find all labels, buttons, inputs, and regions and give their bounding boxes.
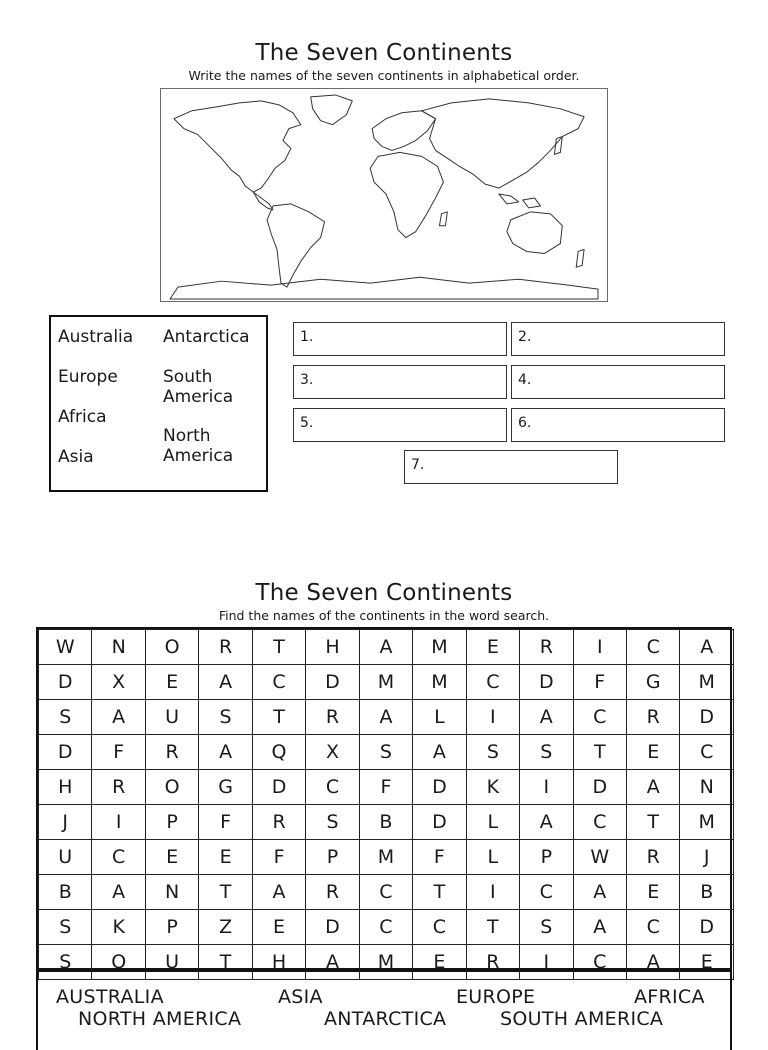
grid-cell[interactable]: C	[680, 735, 734, 770]
grid-cell[interactable]: A	[306, 945, 359, 980]
grid-cell[interactable]: R	[92, 770, 145, 805]
grid-cell[interactable]: A	[680, 630, 734, 665]
grid-cell[interactable]: N	[92, 630, 145, 665]
grid-cell[interactable]: A	[199, 735, 252, 770]
grid-cell[interactable]: L	[466, 805, 519, 840]
grid-cell[interactable]: D	[39, 735, 92, 770]
word-bank-item: North America	[163, 426, 234, 466]
grid-cell[interactable]: F	[92, 735, 145, 770]
grid-cell[interactable]: A	[413, 735, 466, 770]
grid-cell[interactable]: X	[306, 735, 359, 770]
grid-cell[interactable]: B	[39, 875, 92, 910]
word-search-table	[38, 629, 734, 980]
grid-cell[interactable]: C	[573, 805, 626, 840]
grid-cell[interactable]: C	[252, 665, 305, 700]
grid-cell[interactable]: T	[252, 700, 305, 735]
grid-cell[interactable]: E	[466, 630, 519, 665]
grid-cell[interactable]: C	[626, 630, 679, 665]
grid-cell[interactable]: R	[199, 630, 252, 665]
grid-cell[interactable]: B	[359, 805, 412, 840]
grid-cell[interactable]: O	[145, 630, 198, 665]
answer-number: 1.	[300, 329, 314, 345]
antarctica-outline	[170, 277, 598, 299]
grid-cell[interactable]: R	[466, 945, 519, 980]
grid-cell[interactable]: A	[92, 875, 145, 910]
grid-cell[interactable]: M	[359, 840, 412, 875]
grid-cell[interactable]: C	[573, 945, 626, 980]
grid-cell[interactable]: D	[413, 770, 466, 805]
word-list-item: AUSTRALIA	[56, 986, 164, 1008]
word-list-item: SOUTH AMERICA	[500, 1008, 664, 1030]
grid-cell[interactable]: S	[520, 910, 573, 945]
grid-cell[interactable]: T	[199, 875, 252, 910]
grid-row	[39, 805, 734, 840]
grid-cell[interactable]: S	[199, 700, 252, 735]
grid-cell[interactable]: T	[573, 735, 626, 770]
grid-cell[interactable]: O	[145, 770, 198, 805]
grid-cell[interactable]: C	[92, 840, 145, 875]
answer-box-2[interactable]	[511, 322, 725, 356]
grid-cell[interactable]: A	[573, 875, 626, 910]
grid-cell[interactable]: P	[306, 840, 359, 875]
grid-row	[39, 735, 734, 770]
madagascar-outline	[439, 212, 447, 226]
grid-cell[interactable]: K	[92, 910, 145, 945]
grid-cell[interactable]: C	[573, 700, 626, 735]
grid-cell[interactable]: G	[199, 770, 252, 805]
grid-cell[interactable]: H	[252, 945, 305, 980]
grid-cell[interactable]: I	[466, 700, 519, 735]
grid-cell[interactable]: R	[520, 630, 573, 665]
africa-outline	[370, 152, 443, 237]
grid-cell[interactable]: T	[199, 945, 252, 980]
grid-cell[interactable]: K	[466, 770, 519, 805]
word-list-item: ASIA	[278, 986, 323, 1008]
grid-cell[interactable]: D	[306, 910, 359, 945]
word-bank-item: Europe	[58, 367, 118, 387]
grid-cell[interactable]: R	[306, 875, 359, 910]
new-zealand-outline	[576, 249, 584, 267]
grid-cell[interactable]: F	[573, 665, 626, 700]
grid-cell[interactable]: S	[39, 910, 92, 945]
grid-cell[interactable]: F	[199, 805, 252, 840]
word-bank-item: Africa	[58, 407, 107, 427]
grid-cell[interactable]: H	[306, 630, 359, 665]
grid-cell[interactable]: W	[573, 840, 626, 875]
grid-cell[interactable]: L	[413, 700, 466, 735]
grid-cell[interactable]: M	[413, 630, 466, 665]
grid-row	[39, 840, 734, 875]
grid-cell[interactable]: S	[306, 805, 359, 840]
grid-cell[interactable]: E	[413, 945, 466, 980]
grid-cell[interactable]: F	[413, 840, 466, 875]
answer-number: 6.	[518, 415, 532, 431]
grid-cell[interactable]: A	[359, 630, 412, 665]
grid-cell[interactable]: A	[626, 770, 679, 805]
word-bank	[49, 315, 268, 492]
grid-cell[interactable]: P	[145, 805, 198, 840]
grid-cell[interactable]: Z	[199, 910, 252, 945]
grid-cell[interactable]: C	[306, 770, 359, 805]
word-list-item: ANTARCTICA	[324, 1008, 447, 1030]
answer-box-3[interactable]	[293, 365, 507, 399]
grid-cell[interactable]: D	[680, 700, 734, 735]
central-america-outline	[253, 192, 273, 210]
answer-number: 3.	[300, 372, 314, 388]
grid-cell[interactable]: S	[359, 735, 412, 770]
grid-cell[interactable]: D	[573, 770, 626, 805]
grid-cell[interactable]: D	[39, 665, 92, 700]
grid-cell[interactable]: N	[680, 770, 734, 805]
worksheet-instructions-1: Write the names of the seven continents in alphabetical order.	[188, 68, 580, 83]
grid-cell[interactable]: R	[252, 805, 305, 840]
grid-cell[interactable]: I	[520, 770, 573, 805]
worksheet-title-1: The Seven Continents	[255, 40, 513, 66]
grid-cell[interactable]: L	[466, 840, 519, 875]
islands-outline	[499, 194, 541, 208]
grid-cell[interactable]: A	[92, 700, 145, 735]
grid-cell[interactable]: E	[680, 945, 734, 980]
grid-cell[interactable]: U	[39, 840, 92, 875]
grid-cell[interactable]: I	[573, 630, 626, 665]
grid-cell[interactable]: E	[145, 840, 198, 875]
answer-number: 5.	[300, 415, 314, 431]
grid-cell[interactable]: A	[359, 700, 412, 735]
grid-cell[interactable]: P	[145, 910, 198, 945]
grid-cell[interactable]: G	[626, 665, 679, 700]
grid-cell[interactable]: A	[573, 910, 626, 945]
south-america-outline	[267, 204, 324, 287]
grid-cell[interactable]: E	[199, 840, 252, 875]
greenland-outline	[311, 95, 353, 125]
grid-cell[interactable]: S	[466, 735, 519, 770]
answer-box-6[interactable]	[511, 408, 725, 442]
grid-cell[interactable]: J	[39, 805, 92, 840]
grid-cell[interactable]: M	[413, 665, 466, 700]
grid-cell[interactable]: C	[520, 875, 573, 910]
grid-cell[interactable]: M	[359, 665, 412, 700]
grid-cell[interactable]: A	[199, 665, 252, 700]
grid-cell[interactable]: R	[626, 700, 679, 735]
word-search-grid	[36, 627, 732, 973]
grid-row	[39, 875, 734, 910]
world-map	[160, 88, 608, 302]
grid-cell[interactable]: M	[359, 945, 412, 980]
grid-cell[interactable]: R	[306, 700, 359, 735]
worksheet-title-2: The Seven Continents	[255, 580, 513, 606]
grid-cell[interactable]: A	[520, 700, 573, 735]
grid-cell[interactable]: X	[92, 665, 145, 700]
answer-box-5[interactable]	[293, 408, 507, 442]
grid-cell[interactable]: C	[413, 910, 466, 945]
grid-cell[interactable]: E	[626, 735, 679, 770]
grid-cell[interactable]: D	[252, 770, 305, 805]
grid-cell[interactable]: S	[520, 735, 573, 770]
grid-cell[interactable]: P	[520, 840, 573, 875]
grid-cell[interactable]: O	[92, 945, 145, 980]
grid-cell[interactable]: M	[680, 665, 734, 700]
grid-row	[39, 770, 734, 805]
grid-cell[interactable]: C	[626, 910, 679, 945]
grid-cell[interactable]: D	[680, 910, 734, 945]
grid-cell[interactable]: D	[306, 665, 359, 700]
word-search-word-list	[36, 970, 732, 1050]
grid-row	[39, 630, 734, 665]
grid-cell[interactable]: N	[145, 875, 198, 910]
grid-cell[interactable]: C	[359, 875, 412, 910]
grid-cell[interactable]: B	[680, 875, 734, 910]
grid-cell[interactable]: T	[252, 630, 305, 665]
grid-cell[interactable]: A	[626, 945, 679, 980]
grid-cell[interactable]: E	[252, 910, 305, 945]
answer-box-7[interactable]	[404, 450, 618, 484]
grid-row	[39, 665, 734, 700]
grid-cell[interactable]: A	[252, 875, 305, 910]
worksheet-instructions-2: Find the names of the continents in the word search.	[218, 608, 550, 623]
grid-cell[interactable]: R	[626, 840, 679, 875]
word-list-item: EUROPE	[456, 986, 536, 1008]
answer-box-4[interactable]	[511, 365, 725, 399]
grid-cell[interactable]: I	[520, 945, 573, 980]
grid-cell[interactable]: D	[520, 665, 573, 700]
grid-row	[39, 700, 734, 735]
word-bank-item: Australia	[58, 327, 134, 347]
word-bank-item: South America	[163, 367, 234, 407]
answer-number: 4.	[518, 372, 532, 388]
grid-cell[interactable]: I	[466, 875, 519, 910]
word-list-item: AFRICA	[634, 986, 705, 1008]
grid-cell[interactable]: T	[413, 875, 466, 910]
grid-cell[interactable]: E	[145, 665, 198, 700]
grid-row	[39, 910, 734, 945]
grid-cell[interactable]: C	[359, 910, 412, 945]
grid-cell[interactable]: T	[466, 910, 519, 945]
grid-cell[interactable]: W	[39, 630, 92, 665]
europe-outline	[372, 111, 435, 151]
grid-cell[interactable]: Q	[252, 735, 305, 770]
grid-cell[interactable]: F	[359, 770, 412, 805]
word-bank-item: Antarctica	[163, 327, 250, 347]
north-america-outline	[174, 101, 301, 192]
grid-cell[interactable]: C	[466, 665, 519, 700]
answer-box-1[interactable]	[293, 322, 507, 356]
grid-cell[interactable]: R	[145, 735, 198, 770]
grid-cell[interactable]: S	[39, 945, 92, 980]
asia-outline	[422, 99, 584, 188]
grid-cell[interactable]: A	[520, 805, 573, 840]
grid-cell[interactable]: I	[92, 805, 145, 840]
australia-outline	[507, 212, 562, 254]
grid-cell[interactable]: U	[145, 945, 198, 980]
grid-cell[interactable]: J	[680, 840, 734, 875]
grid-cell[interactable]: T	[626, 805, 679, 840]
grid-cell[interactable]: F	[252, 840, 305, 875]
grid-cell[interactable]: S	[39, 700, 92, 735]
grid-cell[interactable]: M	[680, 805, 734, 840]
answer-number: 2.	[518, 329, 532, 345]
word-list-item: NORTH AMERICA	[78, 1008, 242, 1030]
grid-cell[interactable]: H	[39, 770, 92, 805]
grid-cell[interactable]: U	[145, 700, 198, 735]
grid-cell[interactable]: D	[413, 805, 466, 840]
answer-number: 7.	[411, 457, 425, 473]
japan-outline	[554, 137, 562, 155]
word-bank-item: Asia	[58, 447, 94, 467]
grid-cell[interactable]: E	[626, 875, 679, 910]
